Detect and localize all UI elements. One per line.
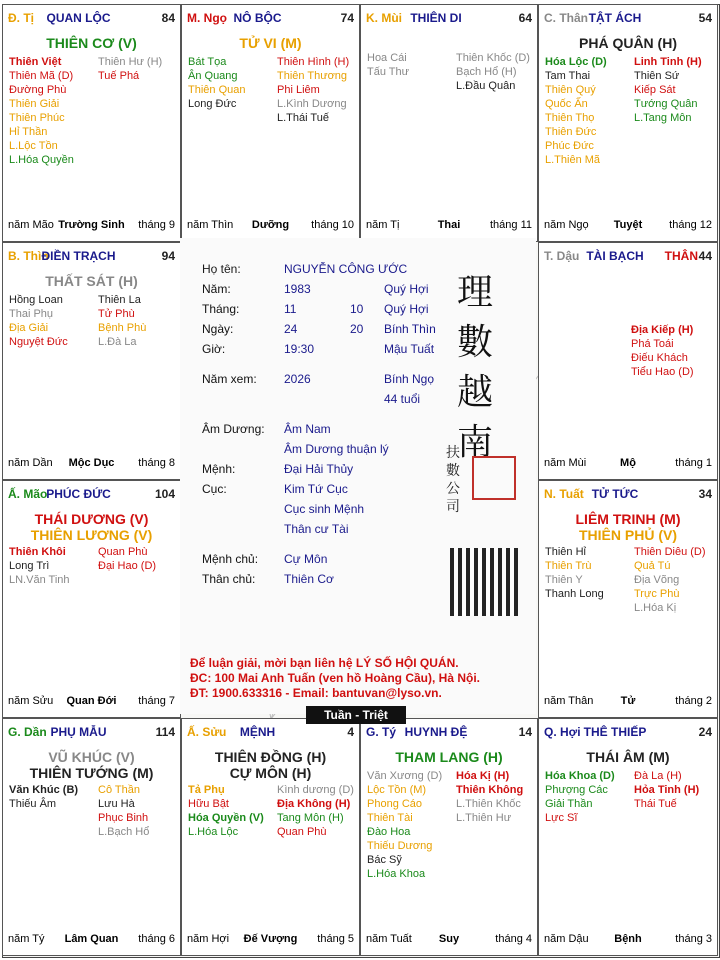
minor-star: LN.Văn Tinh (9, 574, 70, 586)
view-year-value: 2026 (284, 372, 311, 386)
minor-stars-right (98, 55, 162, 83)
minor-star: Quả Tú (634, 560, 671, 572)
palace-phase: Lâm Quan (64, 933, 119, 945)
palace-year: năm Hợi (187, 933, 230, 945)
minor-star: L.Đầu Quân (456, 80, 516, 92)
name-value: NGUYỄN CÔNG ƯỚC (284, 262, 408, 276)
palace-mao[interactable] (2, 480, 181, 718)
minor-star: Địa Võng (634, 574, 680, 586)
view-year-label: Năm xem: (202, 372, 257, 386)
minor-star: Thiên La (98, 294, 141, 306)
minor-stars-right (277, 783, 354, 839)
major-stars (539, 511, 717, 543)
minor-stars-left (545, 545, 604, 601)
minor-star: L.Kình Dương (277, 98, 347, 110)
major-stars (361, 749, 537, 765)
major-star: THÁI DƯƠNG (V) (34, 511, 149, 527)
major-star: THIÊN CƠ (V) (46, 35, 137, 51)
palace-branch: C. Thân (544, 11, 588, 25)
minor-star: Lực Sĩ (545, 812, 578, 824)
minor-star: Thiên Hình (H) (277, 56, 350, 68)
minor-star: Linh Tinh (H) (634, 56, 702, 68)
minor-star: Hóa Lộc (D) (545, 56, 607, 68)
palace-number: 64 (518, 11, 532, 25)
minor-star: Văn Khúc (B) (9, 784, 79, 796)
palace-number: 74 (340, 11, 354, 25)
major-star: THIÊN LƯƠNG (V) (30, 527, 153, 543)
minor-star: Trực Phù (634, 588, 680, 600)
minor-stars-left (9, 293, 68, 349)
minor-star: Địa Kiếp (H) (631, 324, 694, 336)
month-value: 11 (284, 302, 297, 316)
palace-name: TỬ TỨC (591, 487, 639, 501)
major-star: CỰ MÔN (H) (229, 765, 312, 781)
month-label: Tháng: (202, 302, 240, 316)
palace-ngo[interactable] (181, 4, 360, 242)
minor-star: Hữu Bật (188, 798, 229, 810)
palace-phase: Mộ (620, 457, 636, 469)
minor-star: Phi Liêm (277, 84, 320, 96)
contact-address: ĐC: 100 Mai Anh Tuấn (ven hồ Hoàng Cầu), Hà Nội. (190, 671, 481, 685)
palace-number: 44 (698, 249, 712, 263)
palace-tuat[interactable] (538, 480, 718, 718)
year-label: Năm: (202, 282, 231, 296)
minor-stars-right (98, 783, 149, 839)
minor-star: Hỏa Tinh (H) (634, 784, 700, 796)
minor-star: Giải Thần (545, 798, 593, 810)
minor-star: Bệnh Phù (98, 322, 147, 334)
minor-star: Tiểu Hao (D) (631, 366, 694, 378)
palace-phase: Mộc Dục (68, 457, 115, 469)
seal-side-text: 扶數公司 (446, 445, 460, 515)
minor-star: Tam Thai (545, 70, 591, 82)
minor-star: L.Tang Môn (634, 112, 692, 124)
palace-ty[interactable] (360, 718, 538, 956)
palace-number: 54 (698, 11, 712, 25)
major-stars (3, 273, 180, 289)
palace-number: 84 (161, 11, 175, 25)
minor-stars-left (367, 51, 409, 79)
minor-stars-right (631, 323, 694, 379)
palace-name: MỆNH (239, 725, 276, 739)
red-seal-icon (472, 456, 516, 500)
minor-star: Đường Phù (9, 84, 67, 96)
month-can: Quý Hợi (384, 302, 429, 316)
palace-phase: Quan Đới (66, 695, 117, 707)
minor-star: Văn Xương (D) (367, 770, 443, 782)
palace-hoi[interactable] (538, 718, 718, 956)
minor-stars-right (98, 293, 146, 349)
palace-year: năm Tuất (366, 933, 412, 945)
palace-year: năm Mão (8, 219, 54, 231)
major-star: PHÁ QUÂN (H) (579, 35, 677, 51)
minor-star: Hồng Loan (9, 294, 63, 306)
palace-number: 4 (347, 725, 354, 739)
minor-star: Địa Không (H) (277, 798, 351, 810)
palace-number: 24 (698, 725, 712, 739)
minor-star: Long Đức (188, 98, 237, 110)
qr-code-icon[interactable] (450, 548, 518, 616)
major-stars (3, 749, 180, 781)
major-stars (3, 35, 180, 51)
minor-star: Thiên Quan (188, 84, 246, 96)
palace-name: THIÊN DI (410, 11, 462, 25)
palace-name: TÀI BẠCH (586, 249, 644, 263)
palace-name: THÊ THIẾP (583, 725, 647, 739)
minor-stars-left (9, 783, 78, 811)
calligraphy-logo: 理數越南 (456, 272, 493, 463)
palace-branch: M. Ngọ (187, 11, 227, 25)
minor-star: Phúc Đức (545, 140, 594, 152)
major-star: THIÊN ĐỒNG (H) (214, 749, 327, 765)
minor-star: Tuế Phá (98, 70, 140, 82)
minor-star: Quan Phù (277, 826, 327, 838)
minor-star: Hóa Khoa (D) (545, 770, 615, 782)
minor-star: Tả Phụ (188, 784, 225, 796)
minor-star: Quốc Ấn (545, 98, 588, 110)
minor-star: Thiên Đức (545, 126, 597, 138)
contact-phone-email[interactable]: ĐT: 1900.633316 - Email: bantuvan@lyso.vn. (190, 686, 442, 700)
minor-star: Bác Sỹ (367, 854, 402, 866)
menh-label: Mệnh: (202, 462, 236, 476)
minor-star: Long Trì (9, 560, 50, 572)
palace-branch: T. Dậu (544, 249, 580, 263)
minor-star: Thiếu Âm (9, 798, 57, 810)
minor-stars-left (545, 55, 607, 167)
minor-star: Đà La (H) (634, 770, 682, 782)
minor-star: Bát Tọa (188, 56, 227, 68)
menh-chu-value: Cự Môn (284, 552, 328, 566)
major-stars (539, 35, 717, 51)
minor-star: Tử Phù (98, 308, 135, 320)
minor-star: Cô Thần (98, 784, 140, 796)
center-info-panel (180, 238, 536, 714)
day-value: 24 (284, 322, 298, 336)
palace-phase: Tử (620, 695, 636, 707)
palace-month: tháng 3 (675, 933, 712, 945)
minor-star: L.Đà La (98, 336, 137, 348)
palace-than[interactable] (538, 4, 718, 242)
minor-star: L.Bạch Hổ (98, 826, 150, 838)
minor-star: Thiên Hư (H) (98, 56, 163, 68)
palace-number: 94 (161, 249, 175, 263)
palace-name: HUYNH ĐỆ (404, 725, 468, 739)
minor-star: Tướng Quân (634, 98, 698, 110)
palace-year: năm Tý (8, 933, 45, 945)
cuc-label: Cục: (202, 482, 227, 496)
palace-month: tháng 7 (138, 695, 175, 707)
minor-star: Phá Toái (631, 338, 674, 350)
am-duong-value: Âm Nam (284, 422, 331, 436)
contact-line-1: Để luận giải, mời bạn liên hệ LÝ SỐ HỘI QUÁN. (190, 656, 459, 670)
palace-number: 114 (155, 725, 175, 739)
minor-star: Thiên Việt (9, 56, 62, 68)
year-can: Quý Hợi (384, 282, 429, 296)
palace-year: năm Mùi (544, 457, 587, 469)
minor-star: Kình dương (D) (277, 784, 354, 796)
minor-star: Hoa Cái (367, 52, 407, 64)
palace-branch: G. Tý (366, 725, 397, 739)
minor-star: Điếu Khách (631, 352, 688, 364)
minor-star: Phong Cáo (367, 798, 423, 810)
minor-star: Thanh Long (545, 588, 604, 600)
hour-can: Mậu Tuất (384, 342, 435, 356)
minor-star: Bạch Hổ (H) (456, 66, 517, 78)
minor-stars-right (456, 51, 530, 93)
menh-value: Đại Hải Thủy (284, 462, 354, 476)
cuc-detail: Cục sinh Mệnh (284, 502, 365, 516)
palace-phase: Suy (438, 933, 460, 945)
than-chu-value: Thiên Cơ (284, 572, 334, 586)
than-cu-value: Thân cư Tài (284, 522, 349, 536)
major-star: THẤT SÁT (H) (45, 273, 138, 289)
palace-thin[interactable] (2, 242, 181, 480)
palace-year: năm Sửu (8, 695, 54, 707)
minor-star: Đại Hao (D) (98, 560, 157, 572)
palace-year: năm Dậu (544, 933, 589, 945)
minor-star: Thái Tuế (634, 798, 677, 810)
name-label: Họ tên: (202, 262, 241, 276)
day-label: Ngày: (202, 322, 234, 336)
major-stars (182, 35, 359, 51)
hour-value: 19:30 (284, 342, 315, 356)
minor-star: Kiếp Sát (634, 84, 676, 96)
palace-year: năm Thìn (187, 219, 234, 231)
major-stars (182, 749, 359, 781)
minor-star: Lộc Tồn (M) (367, 784, 427, 796)
minor-star: L.Thiên Hư (456, 812, 512, 824)
palace-month: tháng 1 (675, 457, 712, 469)
day-lunar: 20 (350, 322, 364, 336)
am-duong-detail: Âm Dương thuận lý (284, 442, 389, 456)
minor-star: Thiên Không (456, 784, 524, 796)
minor-stars-left (188, 783, 264, 839)
palace-name: TẬT ÁCH (588, 11, 642, 25)
view-year-can: Bính Ngọ (384, 372, 435, 386)
palace-phase: Bệnh (614, 933, 642, 945)
minor-star: L.Hóa Kị (634, 602, 677, 614)
minor-star: Thiên Phúc (9, 112, 65, 124)
minor-stars-right (98, 545, 156, 573)
minor-star: Thiên Khôi (9, 546, 66, 558)
palace-phase: Đế Vượng (243, 933, 298, 945)
minor-star: L.Lộc Tồn (9, 140, 58, 152)
minor-star: L.Thiên Khốc (456, 798, 521, 810)
than-tag: THÂN (664, 249, 698, 263)
major-star: THAM LANG (H) (395, 749, 503, 765)
palace-branch: B. Thìn (8, 249, 49, 263)
palace-branch: N. Tuất (544, 487, 584, 501)
palace-month: tháng 10 (311, 219, 354, 231)
minor-star: L.Thiên Mã (545, 154, 601, 166)
minor-star: Phục Binh (98, 812, 149, 824)
minor-stars-left (188, 55, 245, 111)
age-value: 44 tuổi (384, 392, 421, 406)
minor-star: Thai Phụ (9, 308, 54, 320)
palace-number: 34 (698, 487, 712, 501)
major-star: THIÊN PHỦ (V) (579, 527, 677, 543)
palace-number: 14 (518, 725, 532, 739)
palace-month: tháng 6 (138, 933, 175, 945)
tuan-triet-badge: Tuần - Triệt (306, 706, 406, 724)
palace-month: tháng 11 (489, 219, 532, 231)
minor-star: Thiên Mã (D) (9, 70, 74, 82)
cuc-value: Kim Tứ Cục (284, 482, 348, 496)
palace-number: 104 (154, 487, 175, 501)
palace-year: năm Ngọ (544, 219, 589, 231)
major-star: LIÊM TRINH (M) (575, 511, 681, 527)
minor-star: Lưu Hà (98, 798, 135, 810)
day-can: Bính Thìn (384, 322, 436, 336)
palace-phase: Trường Sinh (58, 219, 125, 231)
palace-ti[interactable] (2, 4, 181, 242)
minor-star: L.Hóa Khoa (367, 868, 426, 880)
minor-star: Quan Phù (98, 546, 148, 558)
minor-stars-left (9, 55, 74, 167)
palace-year: năm Thân (544, 695, 594, 707)
palace-branch: G. Dần (8, 725, 47, 739)
palace-month: tháng 5 (317, 933, 354, 945)
palace-name: QUAN LỘC (46, 11, 111, 25)
major-star: THIÊN TƯỚNG (M) (29, 765, 154, 781)
minor-star: Ân Quang (188, 70, 238, 82)
minor-star: Phượng Các (545, 784, 608, 796)
than-chu-label: Thân chủ: (202, 572, 256, 586)
palace-year: năm Tị (366, 219, 400, 231)
year-value: 1983 (284, 282, 311, 296)
minor-stars-right (277, 55, 349, 125)
palace-branch: K. Mùi (366, 11, 402, 25)
minor-star: Thiên Khốc (D) (456, 52, 530, 64)
palace-dan[interactable] (2, 718, 181, 956)
minor-star: L.Hóa Lộc (188, 826, 239, 838)
palace-month: tháng 2 (675, 695, 712, 707)
palace-name: PHỤ MẪU (50, 725, 107, 739)
minor-stars-left (367, 769, 442, 881)
palace-month: tháng 9 (138, 219, 175, 231)
menh-chu-label: Mệnh chủ: (202, 552, 259, 566)
palace-month: tháng 4 (495, 933, 532, 945)
minor-star: Đào Hoa (367, 826, 411, 838)
minor-star: Hóa Quyền (V) (188, 812, 264, 824)
major-stars (539, 749, 717, 765)
minor-stars-left (545, 769, 615, 825)
contact-block (190, 656, 530, 701)
palace-branch: Ấ. Sửu (187, 725, 227, 739)
major-star: TỬ VI (M) (239, 35, 302, 51)
am-duong-label: Âm Dương: (202, 422, 265, 436)
palace-branch: Đ. Tị (8, 11, 34, 25)
palace-dau[interactable] (538, 242, 718, 480)
minor-stars-left (9, 545, 70, 587)
palace-mui[interactable] (360, 4, 538, 242)
palace-branch: Ấ. Mão (8, 487, 48, 501)
major-stars (3, 511, 180, 543)
month-lunar: 10 (350, 302, 364, 316)
minor-star: Thiếu Dương (367, 840, 433, 852)
minor-star: Thiên Trù (545, 560, 592, 572)
major-star: THÁI ÂM (M) (586, 749, 670, 765)
minor-star: Tấu Thư (367, 66, 410, 78)
minor-star: Thiên Thọ (545, 112, 595, 124)
minor-stars-right (456, 769, 523, 825)
palace-name: ĐIỀN TRẠCH (41, 249, 116, 263)
minor-star: Thiên Quý (545, 84, 596, 96)
minor-star: Địa Giải (9, 322, 49, 334)
minor-star: L.Thái Tuế (277, 112, 329, 124)
minor-star: Hỉ Thần (9, 126, 48, 138)
palace-year: năm Dần (8, 457, 53, 469)
palace-name: NÔ BỘC (233, 11, 282, 25)
minor-stars-right (634, 769, 699, 811)
minor-star: Nguyệt Đức (9, 336, 68, 348)
palace-month: tháng 8 (138, 457, 175, 469)
minor-star: Thiên Sứ (634, 70, 680, 82)
minor-star: Hóa Kị (H) (456, 770, 510, 782)
minor-star: Thiên Y (545, 574, 583, 586)
minor-star: Thiên Diêu (D) (634, 546, 706, 558)
minor-star: Tang Môn (H) (277, 812, 344, 824)
palace-phase: Thai (437, 219, 461, 231)
major-star: VŨ KHÚC (V) (48, 749, 135, 765)
minor-star: L.Hóa Quyền (9, 154, 74, 166)
palace-branch: Q. Hợi (544, 725, 581, 739)
palace-phase: Dưỡng (251, 219, 290, 231)
palace-phase: Tuyệt (613, 219, 643, 231)
minor-stars-right (634, 55, 702, 125)
palace-name: PHÚC ĐỨC (46, 487, 111, 501)
hour-label: Giờ: (202, 342, 226, 356)
minor-star: Thiên Giải (9, 98, 60, 110)
minor-star: Thiên Tài (367, 812, 413, 824)
minor-star: Thiên Hỉ (545, 546, 586, 558)
minor-star: Thiên Thương (277, 70, 348, 82)
palace-month: tháng 12 (669, 219, 712, 231)
palace-suu[interactable] (181, 718, 360, 956)
minor-stars-right (634, 545, 706, 615)
